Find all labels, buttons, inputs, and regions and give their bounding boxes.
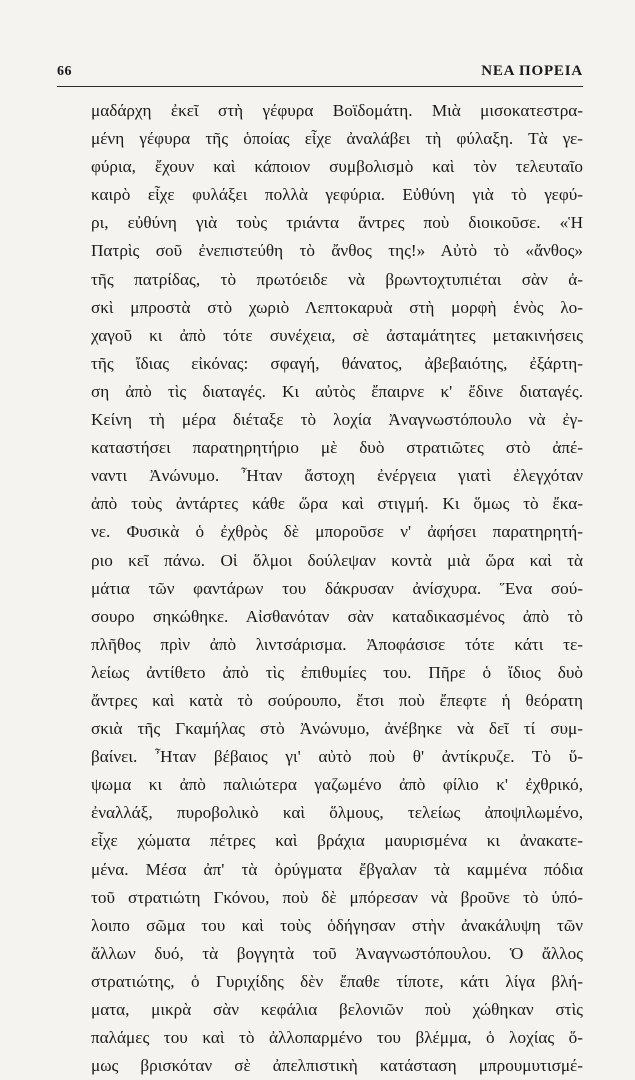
text-line: ναντι Ἀνώνυμο. Ἦταν ἄστοχη ἐνέργεια γιατὶ ἐλεγχόταν [91, 466, 583, 486]
text-line: ἄντρες καὶ κατὰ τὸ σούρουπο, ἔτσι ποὺ ἔπεφτε ἡ θεόρατη [91, 690, 583, 710]
text-line: σουρο σηκώθηκε. Αἰσθανόταν σὰν καταδικασμένος ἀπὸ τὸ [91, 606, 583, 626]
text-line: μως βρισκόταν σὲ ἀπελπιστικὴ κατάσταση μπρουμυτισμέ- [91, 1056, 583, 1076]
text-line: τοῦ στρατιώτη Γκόνου, ποὺ δὲ μπόρεσαν νὰ βροῦνε τὸ ὑπό- [91, 887, 583, 907]
header-rule [57, 86, 583, 87]
text-line: ἄλλων δυό, τὰ βογγητὰ τοῦ Ἀναγνωστόπουλου. Ὁ ἄλλος [91, 943, 583, 963]
text-line: ση ἀπὸ τὶς διαταγές. Κι αὐτὸς ἔπαιρνε κ' ἔδινε διαταγές. [91, 381, 583, 401]
text-line: ἐναλλάξ, πυροβολικὸ καὶ ὅλμους, τελείως ἀποψιλωμένο, [91, 803, 583, 823]
text-line: λοιπο σῶμα του καὶ τοὺς ὁδήγησαν στὴν ἀνακάλυψη τῶν [91, 915, 583, 935]
text-line: λείως ἀντίθετο ἀπὸ τὶς ἐπιθυμίες του. Πῆρε ὁ ἴδιος δυὸ [91, 662, 583, 682]
text-line: σκὶ μπροστὰ στὸ χωριὸ Λεπτοκαρυὰ στὴ μορφὴ ἑνὸς λο- [91, 297, 583, 317]
text-line: τῆς πατρίδας, τὸ πρωτόειδε νὰ βρωντοχτυπιέται σὰν ἀ- [91, 269, 583, 289]
text-line: εἶχε χώματα πέτρες καὶ βράχια μαυρισμένα κι ἀνακατε- [91, 831, 583, 851]
text-line: φύρια, ἔχουν καὶ κάποιον συμβολισμὸ καὶ τὸν τελευταῖο [91, 157, 583, 177]
text-line: Πατρὶς σοῦ ἐνεπιστεύθη τὸ ἄνθος της!» Αὐτὸ τὸ «ἄνθος» [91, 241, 583, 261]
body-text [91, 97, 583, 1080]
text-line: ἀπὸ τοὺς ἀντάρτες κάθε ὥρα καὶ στιγμή. Κι ὅμως τὸ ἔκα- [91, 494, 583, 514]
page-header [57, 58, 583, 80]
text-line: στρατιώτης, ὁ Γυριχίδης δὲν ἔπαθε τίποτε, κάτι λίγα βλή- [91, 971, 583, 991]
text-line: ψωμα κι ἀπὸ παλιώτερα γαζωμένο ἀπὸ φίλιο κ' ἐχθρικό, [91, 775, 583, 795]
text-line: πλῆθος πρὶν ἀπὸ λιντσάρισμα. Ἀποφάσισε τότε κάτι τε- [91, 634, 583, 654]
text-line: μένα. Μέσα ἀπ' τὰ ὀρύγματα ἔβγαλαν τὰ καμμένα πόδια [91, 859, 583, 879]
text-line: μαδάρχη ἐκεῖ στὴ γέφυρα Βοϊδομάτη. Μιὰ μισοκατεστρα- [91, 101, 583, 120]
text-line: καιρὸ εἶχε φυλάξει πολλὰ γεφύρια. Εὐθύνη γιὰ τὸ γεφύ- [91, 185, 583, 205]
text-line: ρι, εὐθύνη γιὰ τοὺς τριάντα ἄντρες ποὺ διοικοῦσε. «Ἡ [91, 213, 583, 233]
running-head: ΝΕΑ ΠΟΡΕΙΑ [481, 63, 583, 79]
text-line: νε. Φυσικὰ ὁ ἐχθρὸς δὲ μποροῦσε ν' ἀφήσει παρατηρητή- [91, 522, 583, 542]
text-line: παλάμες του καὶ τὸ ἀλλοπαρμένο του βλέμμα, ὁ λοχίας ὅ- [91, 1028, 583, 1048]
text-line: ριο κεῖ πάνω. Οἱ ὅλμοι δούλεψαν κοντὰ μιὰ ὥρα καὶ τὰ [91, 550, 583, 570]
text-line: τῆς ἴδιας εἰκόνας: σφαγή, θάνατος, ἀβεβαιότης, ἐξάρτη- [91, 353, 583, 373]
text-line: μάτια τῶν φαντάρων του δάκρυσαν ἀνίσχυρα. Ἕνα σού- [91, 578, 583, 598]
text-line: μένη γέφυρα τῆς ὁποίας εἶχε ἀναλάβει τὴ φύλαξη. Τὰ γε- [91, 129, 583, 149]
text-line: Κείνη τὴ μέρα διέταξε τὸ λοχία Ἀναγνωστόπουλο νὰ ἐγ- [91, 410, 583, 430]
text-line: βαίνει. Ἦταν βέβαιος γι' αὐτὸ ποὺ θ' ἀντίκρυζε. Τὸ ὕ- [91, 747, 583, 767]
page-number: 66 [57, 64, 72, 79]
text-line: καταστήσει παρατηρητήριο μὲ δυὸ στρατιῶτες στὸ ἀπέ- [91, 438, 583, 458]
text-line: ματα, μικρὰ σὰν κεφάλια βελονιῶν ποὺ χώθηκαν στὶς [91, 1000, 583, 1019]
text-line: σκιὰ τῆς Γκαμήλας στὸ Ἀνώνυμο, ἀνέβηκε νὰ δεῖ τί συμ- [91, 719, 583, 739]
text-line: χαγοῦ κι ἀπὸ τότε συνέχεια, σὲ ἀσταμάτητες μετακινήσεις [91, 325, 583, 345]
